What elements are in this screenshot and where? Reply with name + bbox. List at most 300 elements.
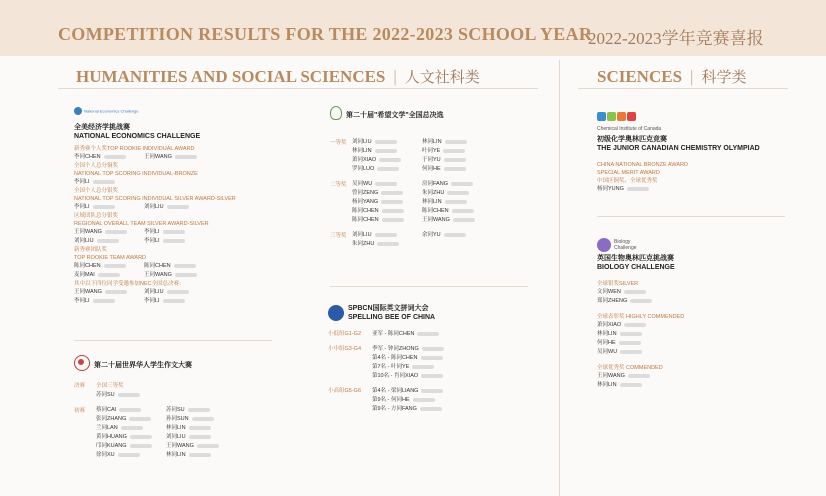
essay-winner-name-cell [166, 433, 236, 442]
biology-winner: 郑同ZHENG [597, 298, 628, 304]
sciences-title: SCIENCES [597, 67, 683, 86]
spelling-winner-row [372, 345, 444, 354]
essay-winner-name: 兰同LAN [96, 425, 118, 431]
cic-logo-icon [597, 108, 797, 126]
redacted-bar [444, 233, 466, 237]
economics-award-label: 其中以下四位同学受邀参加NEC全国总决赛： [74, 281, 185, 287]
essay-winner-name-cell [96, 415, 166, 424]
spelling-group-label: 小高组G5-G6 [328, 388, 362, 394]
economics-name-en: NATIONAL ECONOMICS CHALLENGE [74, 133, 201, 140]
biology-winner-row [597, 381, 797, 390]
spelling-winner-row [372, 354, 444, 363]
redacted-bar [421, 374, 443, 378]
spelling-winner: 季军 - 钟同ZHONG [372, 346, 419, 352]
economics-winner-name-cell [74, 153, 144, 162]
redacted-bar [118, 453, 140, 457]
hope-winner-name: 林同LIN [352, 148, 372, 154]
redacted-bar [189, 453, 211, 457]
redacted-bar [624, 323, 646, 327]
redacted-bar [447, 191, 469, 195]
redacted-bar [104, 264, 126, 268]
hope-winner-name-cell [422, 180, 492, 189]
spelling-group-list [372, 387, 443, 414]
hope-winner-name: 萧同XIAO [352, 157, 377, 163]
hope-tier-list [352, 138, 492, 174]
essay-winner-name: 张同ZHANG [96, 416, 127, 422]
economics-award-label: REGIONAL OVERALL TEAM SILVER AWARD-SILVER [74, 221, 209, 227]
redacted-bar [93, 205, 115, 209]
hope-winner-name-cell [422, 198, 492, 207]
redacted-bar [375, 149, 397, 153]
hope-rule [330, 286, 528, 287]
hope-winner-name-cell [422, 147, 492, 156]
redacted-bar [417, 332, 439, 336]
hope-winner-name: 朱同ZHU [422, 190, 445, 196]
biology-winner: 何同HE [597, 340, 616, 346]
redacted-bar [421, 389, 443, 393]
economics-winner-name-cell [144, 262, 214, 271]
humanities-rule [58, 88, 538, 89]
economics-award-label: TOP ROOKIE TEAM AWARD [74, 255, 147, 261]
essay-winner-name-cell [96, 451, 166, 460]
biology-winner: 萧同XIAO [597, 322, 622, 328]
redacted-bar [375, 182, 397, 186]
economics-award-label: 新秀赛个人奖TOP ROOKIE INDIVIDUAL AWARD [74, 146, 195, 152]
essay-tier1-award: 全国三等奖 [96, 383, 124, 389]
essay-winner-row [96, 433, 236, 442]
hope-tier-label: 一等奖 [330, 140, 347, 146]
biology-group-label: 全球表彰奖 HIGHLY COMMENDED [597, 314, 685, 320]
hope-leaf-icon [330, 106, 342, 120]
humanities-title-cn: 人文社科类 [404, 70, 480, 86]
economics-award-label: 全国个人总分铜奖 [74, 163, 119, 169]
hope-tier-label: 二等奖 [330, 182, 347, 188]
redacted-bar [105, 290, 127, 294]
redacted-bar [119, 408, 141, 412]
essay-winner-name-cell [96, 424, 166, 433]
redacted-bar [381, 200, 403, 204]
spelling-group [328, 387, 538, 414]
essay-winner-name: 林同LIN [166, 452, 186, 458]
economics-winner-name: 王同WANG [144, 272, 172, 278]
redacted-bar [163, 299, 185, 303]
biology-winner-row [597, 297, 797, 306]
spelling-group-label: 小低组G1-G2 [328, 331, 362, 337]
redacted-bar [97, 239, 119, 243]
essay-winner-name-cell [96, 442, 166, 451]
hope-tier [330, 138, 540, 174]
spelling-group [328, 345, 538, 381]
economics-rule [74, 340, 272, 341]
hope-winner-name-cell [352, 207, 422, 216]
economics-logo-icon [74, 107, 82, 115]
spbcn-logo-icon [328, 305, 344, 321]
redacted-bar [189, 426, 211, 430]
economics-winner-name-cell [74, 203, 144, 212]
essay-winner-name: 邝同KUANG [96, 443, 127, 449]
economics-winner-name-cell [144, 297, 214, 306]
sciences-title-cn: 科学类 [701, 70, 747, 86]
chemistry-name-cn: 初级化学奥林匹克竞赛 [597, 136, 667, 143]
essay-winner-name: 孙同SUN [166, 416, 189, 422]
economics-winner-name-cell [74, 237, 144, 246]
spelling-group-list [372, 345, 444, 381]
economics-winner-name-cell [74, 271, 144, 280]
redacted-bar [130, 444, 152, 448]
redacted-bar [381, 191, 403, 195]
essay-winner-name: 黄同HUANG [96, 434, 127, 440]
redacted-bar [620, 332, 642, 336]
biology-winner: 文同WEN [597, 289, 621, 295]
hope-tier [330, 231, 540, 249]
essay-tier2-list [96, 406, 236, 460]
spelling-name-cn: SPBCN国际英文拼词大会 [348, 305, 429, 312]
redacted-bar [453, 218, 475, 222]
spelling-winner-row [372, 387, 443, 396]
redacted-bar [175, 155, 197, 159]
hope-tier-label: 三等奖 [330, 233, 347, 239]
essay-tier1-name: 苏同SU [96, 392, 115, 398]
redacted-bar [377, 242, 399, 246]
biology-group [597, 364, 797, 390]
economics-winner-name: 陈同CHEN [144, 263, 171, 269]
redacted-bar [121, 426, 143, 430]
redacted-bar [93, 180, 115, 184]
redacted-bar [451, 182, 473, 186]
economics-winner-name: 刘同LIU [144, 289, 164, 295]
sciences-header: SCIENCES | 科学类 [597, 67, 747, 86]
hope-winner-name-cell [352, 240, 422, 249]
economics-winner-name: 李同LI [144, 238, 160, 244]
chemistry-award-3: 中国区铜奖、全球优秀奖 [597, 178, 658, 184]
redacted-bar [624, 290, 646, 294]
sciences-rule [578, 88, 788, 89]
biology-logo-icon [597, 238, 611, 252]
economics-winner-name: 李同LI [74, 179, 90, 185]
redacted-bar [188, 408, 210, 412]
essay-winner-name: 刘同LIU [166, 434, 186, 440]
biology-group [597, 280, 797, 306]
economics-winner-name-cell [144, 288, 214, 297]
biology-winner-row [597, 348, 797, 357]
spelling-winner-row [372, 330, 439, 339]
biology-winner-row [597, 339, 797, 348]
hope-winner-name-cell [422, 207, 492, 216]
hope-section [330, 104, 540, 255]
redacted-bar [130, 435, 152, 439]
essay-winner-row [96, 415, 236, 424]
redacted-bar [630, 299, 652, 303]
economics-winner-row [74, 262, 294, 271]
page-title-cn: 2022-2023学年竞赛喜报 [588, 29, 764, 48]
economics-winner-name: 李同LI [74, 204, 90, 210]
chemistry-award-1: CHINA NATIONAL BRONZE AWARD [597, 162, 688, 168]
biology-winner: 林同LIN [597, 382, 617, 388]
biology-winner: 吴同WU [597, 349, 618, 355]
essay-emblem-icon [74, 355, 90, 371]
hope-tiers [330, 138, 540, 249]
redacted-bar [444, 158, 466, 162]
hope-winner-row [352, 198, 492, 207]
economics-winner-name: 李同LI [144, 298, 160, 304]
economics-award-label: NATIONAL TOP SCORING INDIVIDUAL-BRONZE [74, 171, 198, 177]
hope-winner-row [352, 180, 492, 189]
spelling-winner: 第9名 - 何同HE [372, 397, 410, 403]
economics-winner-name: 李同CHEN [74, 154, 101, 160]
spelling-group-list [372, 330, 439, 339]
biology-winner-row [597, 321, 797, 330]
economics-winner-name: 麦同MAI [74, 272, 95, 278]
hope-winner-name: 朱同ZHU [352, 241, 375, 247]
economics-award-label: 区域团队总分银奖 [74, 213, 119, 219]
biology-winner: 王同WANG [597, 373, 625, 379]
hope-winner-name-cell [352, 138, 422, 147]
redacted-bar [421, 356, 443, 360]
economics-winner-name-cell [144, 237, 214, 246]
redacted-bar [163, 239, 185, 243]
redacted-bar [163, 230, 185, 234]
redacted-bar [412, 365, 434, 369]
economics-winner-name-cell [74, 262, 144, 271]
hope-winner-name-cell [352, 165, 422, 174]
hope-winner-name: 于同YU [422, 157, 441, 163]
hope-name-cn: 第二十届"希望文学"全国总决选 [346, 112, 444, 119]
biology-winner-row [597, 330, 797, 339]
redacted-bar [104, 155, 126, 159]
hope-winner-name-cell [352, 180, 422, 189]
hope-winner-name-cell [352, 198, 422, 207]
spelling-name-en: SPELLING BEE OF CHINA [348, 314, 436, 321]
redacted-bar [382, 209, 404, 213]
biology-group [597, 313, 797, 357]
hope-winner-name-cell [352, 189, 422, 198]
hope-winner-name: 林同LIN [422, 139, 442, 145]
biology-winner-row [597, 372, 797, 381]
spelling-winner-row [372, 363, 444, 372]
redacted-bar [445, 140, 467, 144]
redacted-bar [192, 417, 214, 421]
economics-winner-name: 王同WANG [74, 229, 102, 235]
essay-winner-name-cell [166, 442, 236, 451]
spelling-section [328, 304, 538, 420]
hope-winner-name: 房同FANG [422, 181, 448, 187]
essay-name-cn: 第二十届世界华人学生作文大赛 [94, 362, 192, 369]
essay-winner-row [96, 406, 236, 415]
essay-winner-row [96, 442, 236, 451]
hope-winner-name: 刘同LIU [352, 232, 372, 238]
redacted-bar [382, 218, 404, 222]
redacted-bar [452, 209, 474, 213]
economics-winner-name: 陈同CHEN [74, 263, 101, 269]
chemistry-rule [597, 216, 785, 217]
spelling-group-label: 小中组G3-G4 [328, 346, 362, 352]
redacted-bar [420, 407, 442, 411]
chemistry-winner: 杨同YUNG [597, 185, 797, 194]
hope-winner-name-cell [352, 156, 422, 165]
hope-winner-row [352, 231, 492, 240]
hope-winner-name: 余同YU [422, 232, 441, 238]
hope-winner-name-cell [422, 231, 492, 240]
biology-name-cn: 英国生物奥林匹克挑战赛 [597, 255, 674, 262]
hope-winner-name: 罗同LUO [352, 166, 375, 172]
economics-winner-name-cell [74, 297, 144, 306]
redacted-bar [620, 350, 642, 354]
economics-awards [74, 145, 294, 306]
column-divider [559, 60, 560, 496]
biology-groups [597, 280, 797, 390]
redacted-bar [444, 167, 466, 171]
biology-name-en: BIOLOGY CHALLENGE [597, 264, 675, 271]
hope-tier-list [352, 180, 492, 225]
spelling-winner: 亚军 - 陈同CHEN [372, 331, 415, 337]
economics-winner-name-cell [144, 203, 214, 212]
hope-winner-name: 吴同WU [352, 181, 373, 187]
biology-group-label: 全球银奖SILVER [597, 281, 639, 287]
spelling-winner: 第4名 - 梁同LIANG [372, 388, 419, 394]
redacted-bar [189, 435, 211, 439]
hope-winner-name: 林同LIN [422, 199, 442, 205]
hope-winner-name-cell [422, 216, 492, 225]
redacted-bar [129, 417, 151, 421]
essay-winner-name-cell [96, 433, 166, 442]
spelling-winner: 第9名 - 方同FANG [372, 406, 417, 412]
hope-winner-row [352, 138, 492, 147]
economics-winner-name: 李同LI [74, 298, 90, 304]
hope-winner-name-cell [422, 138, 492, 147]
hope-winner-row [352, 165, 492, 174]
spelling-winner: 第7名 - 叶同YE [372, 364, 410, 370]
hope-winner-name-cell [422, 189, 492, 198]
redacted-bar [375, 233, 397, 237]
economics-winner-name-cell [74, 228, 144, 237]
economics-winner-name-cell [144, 153, 214, 162]
essay-tier2 [74, 406, 274, 460]
hope-winner-name-cell [352, 147, 422, 156]
hope-winner-row [352, 156, 492, 165]
biology-group-label: 全球优秀奖 COMMENDED [597, 365, 663, 371]
economics-winner-row [74, 271, 294, 280]
spelling-winner-row [372, 405, 443, 414]
redacted-bar [175, 273, 197, 277]
essay-winner-name: 王同WANG [166, 443, 194, 449]
hope-winner-row [352, 147, 492, 156]
chemistry-section [597, 108, 797, 194]
spelling-group [328, 330, 538, 339]
essay-winner-name-cell [166, 451, 236, 460]
economics-winner-name: 刘同LIU [74, 238, 94, 244]
essay-winner-row [96, 451, 236, 460]
redacted-bar [413, 398, 435, 402]
spelling-winner: 第10名 - 肖同XIAO [372, 373, 419, 379]
hope-winner-name-cell [352, 231, 422, 240]
economics-winner-name-cell [144, 228, 214, 237]
redacted-bar [93, 299, 115, 303]
essay-winner-name-cell [166, 415, 236, 424]
biology-section [597, 238, 797, 397]
hope-winner-row [352, 207, 492, 216]
hope-winner-row [352, 189, 492, 198]
essay-winner-name: 林同LIN [166, 425, 186, 431]
spelling-winner-row [372, 372, 444, 381]
redacted-bar [167, 205, 189, 209]
hope-winner-row [352, 240, 492, 249]
chemistry-name-en: THE JUNIOR CANADIAN CHEMISTRY OLYMPIAD [597, 145, 760, 152]
hope-winner-name-cell [352, 216, 422, 225]
economics-winner-row [74, 237, 294, 246]
humanities-header: HUMANITIES AND SOCIAL SCIENCES | 人文社科类 [76, 67, 480, 86]
essay-tier2-label: 初赛 [74, 408, 86, 414]
hope-winner-name: 王同WANG [422, 217, 450, 223]
essay-section [74, 354, 274, 460]
economics-winner-name: 刘同LIU [144, 204, 164, 210]
economics-section [74, 102, 294, 306]
economics-winner-row [74, 297, 294, 306]
economics-award-label: 全国个人总分银奖 [74, 188, 119, 194]
biology-winner-row [597, 288, 797, 297]
economics-winner-name-cell [74, 288, 144, 297]
hope-winner-name: 何同HE [422, 166, 441, 172]
hope-winner-name: 叶同YE [422, 148, 441, 154]
redacted-bar [620, 383, 642, 387]
redacted-bar [422, 347, 444, 351]
essay-winner-name-cell [166, 406, 236, 415]
hope-winner-name: 陈同CHEN [352, 217, 379, 223]
essay-winner-name: 蔡同CAI [96, 407, 117, 413]
economics-logo-text: National Economics Challenge [84, 108, 139, 114]
biology-logo-text: Biology Challenge [614, 239, 637, 251]
chemistry-logo-text: Chemical Institute of Canada [597, 126, 662, 132]
spelling-winner: 第4名 - 陈同CHEN [372, 355, 418, 361]
redacted-bar [443, 149, 465, 153]
spelling-winner-row [372, 396, 443, 405]
hope-winner-name-cell [422, 156, 492, 165]
economics-winner-name: 李同LI [144, 229, 160, 235]
page-title: COMPETITION RESULTS FOR THE 2022-2023 SCHOOL YEAR [58, 24, 593, 44]
essay-winner-name-cell [96, 406, 166, 415]
essay-winner-row [96, 424, 236, 433]
economics-winner-row [74, 203, 294, 212]
redacted-bar [377, 167, 399, 171]
essay-winner-name-cell [166, 424, 236, 433]
redacted-bar [619, 341, 641, 345]
biology-winner: 林同LIN [597, 331, 617, 337]
redacted-bar [174, 264, 196, 268]
hope-tier [330, 180, 540, 225]
economics-winner-name: 王同WANG [74, 289, 102, 295]
redacted-bar [105, 230, 127, 234]
essay-tier1-row [74, 391, 274, 400]
hope-winner-name: 刘同LIU [352, 139, 372, 145]
economics-winner-row [74, 228, 294, 237]
economics-winner-name: 王同WANG [144, 154, 172, 160]
chemistry-award-2: SPECIAL MERIT AWARD [597, 170, 660, 176]
hope-tier-list [352, 231, 492, 249]
spelling-groups [328, 330, 538, 414]
hope-winner-name-cell [422, 165, 492, 174]
economics-award-label: NATIONAL TOP SCORING INDIVIDUAL SILVER AWARD-SILVER [74, 196, 236, 202]
redacted-bar [375, 140, 397, 144]
hope-winner-name: 陈同CHEN [352, 208, 379, 214]
essay-winner-name: 苏同SU [166, 407, 185, 413]
essay-tier1-label: 决赛 [74, 383, 86, 389]
hope-winner-name: 杨同YANG [352, 199, 379, 205]
hope-winner-name: 曾同ZENG [352, 190, 379, 196]
economics-award-label: 新秀赛团队奖 [74, 247, 108, 253]
redacted-bar [197, 444, 219, 448]
essay-winner-name: 徐同XU [96, 452, 115, 458]
redacted-bar [628, 374, 650, 378]
hope-winner-name: 陈同CHEN [422, 208, 449, 214]
